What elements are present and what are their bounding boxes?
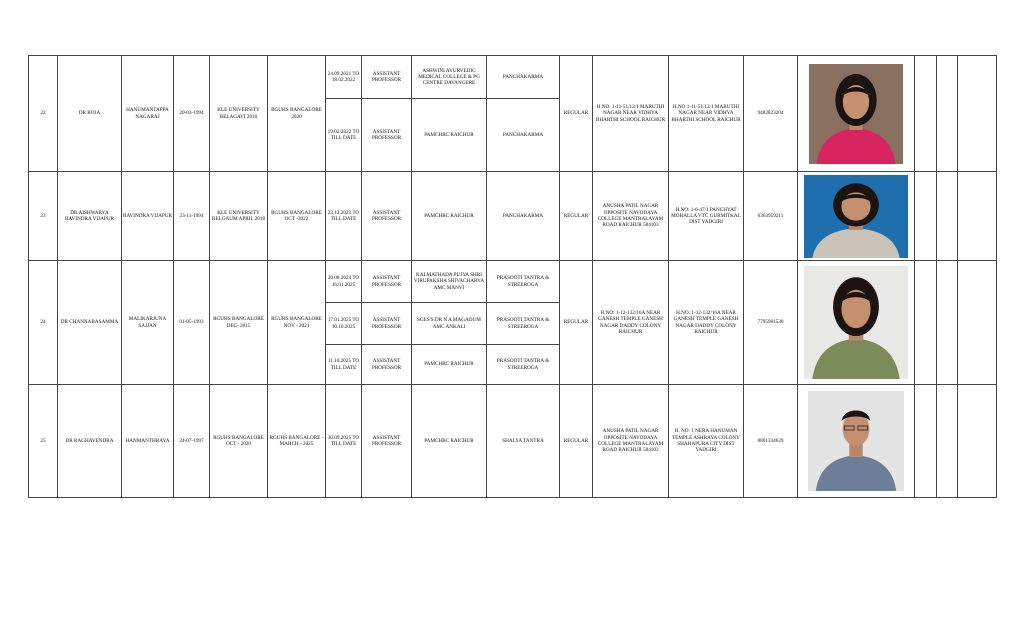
blank-cell-3 (958, 172, 997, 261)
college-name: PAMCHRC RAICHUR (412, 345, 487, 385)
mobile-number: 8861334639 (744, 385, 798, 498)
blank-cell-2 (937, 261, 958, 385)
department: PRASOOTI TANTRA & STREEROGA (487, 345, 560, 385)
father-name: HANMANTHRAYA (122, 385, 174, 498)
experience-period: 20.08.2024 TO 16.01.2025 (326, 261, 362, 303)
experience-period: 30.09.2025 TO TILL DATE (326, 385, 362, 498)
experience-period: 24.09.2021 TO 18.02.2022 (326, 56, 362, 99)
blank-cell-1 (915, 261, 937, 385)
mobile-number: 7795981530 (744, 261, 798, 385)
present-address: ANUSHA PATIL NAGAR OPPOSITE NAVODAYA COLLEGE MANTRALAYAM ROAD RAICHUR 584103 (593, 172, 669, 261)
appointment-type: REGULAR (560, 385, 593, 498)
blank-cell-2 (937, 56, 958, 172)
blank-cell-2 (937, 385, 958, 498)
department: PRASOOTI TANTRA & STREEROGA (487, 261, 560, 303)
mobile-number: 9482823204 (744, 56, 798, 172)
designation: ASSISTANT PROFESSOR (362, 261, 412, 303)
designation: ASSISTANT PROFESSOR (362, 99, 412, 172)
department: PANCHAKARMA (487, 172, 560, 261)
photo-cell (798, 385, 915, 498)
serial-number: 24 (29, 261, 58, 385)
college-name: PAMCHRC RAICHUR (412, 172, 487, 261)
staff-table (28, 55, 997, 498)
pg-qualification: RGUHS BANGALORE - MARCH - 2025 (268, 385, 326, 498)
appointment-type: REGULAR (560, 56, 593, 172)
permanent-address: H.NO: 1-6-47/1 PANCHYAT MOHALLA VTC GURMITKAL DIST YADGIRI (669, 172, 744, 261)
blank-cell-1 (915, 385, 937, 498)
man-photo (808, 391, 904, 491)
experience-period: 11.10.2025 TO TILL DATE (326, 345, 362, 385)
serial-number: 22 (29, 56, 58, 172)
department: PANCHAKARMA (487, 56, 560, 99)
staff-name: DR RAGHAVENDRA (58, 385, 122, 498)
mobile-number: 6363959211 (744, 172, 798, 261)
ug-qualification: KLE UNIVERSITY BELAGAVI 2016 (210, 56, 268, 172)
father-name: HANUMANTAPPA NAGARAJ (122, 56, 174, 172)
experience-period: 17.01.2025 TO 10.10.2025 (326, 303, 362, 345)
blank-cell-3 (958, 56, 997, 172)
staff-name: DR CHANNABASAMMA (58, 261, 122, 385)
designation: ASSISTANT PROFESSOR (362, 385, 412, 498)
appointment-type: REGULAR (560, 172, 593, 261)
serial-number: 23 (29, 172, 58, 261)
woman-photo (809, 64, 903, 164)
woman-photo (804, 175, 908, 258)
table-row (29, 385, 997, 498)
staff-name: DR AISHWARYA RAVINDRA VIJAPUR (58, 172, 122, 261)
permanent-address: H. NO: 1 NERA HANUMAN TEMPLE ASHRAYA COLONY SHAHAPURA CITY DIST YADGIRI (669, 385, 744, 498)
pg-qualification: RGUHS BANGALORE NOV - 2021 (268, 261, 326, 385)
table-row (29, 172, 997, 261)
woman-photo (804, 266, 908, 379)
table-row (29, 56, 997, 99)
photo-cell (798, 56, 915, 172)
serial-number: 25 (29, 385, 58, 498)
college-name: PAMCHRC RAICHUR (412, 385, 487, 498)
permanent-address: H.NO: 1-12-132/16A NEAR GANESH TEMPLE GANESH NAGAR DADDY COLONY RAICHUR (669, 261, 744, 385)
department: PRASOOTI TANTRA & STREEROGA (487, 303, 560, 345)
father-name: RAVINDRA VIJAPUR (122, 172, 174, 261)
ug-qualification: KLE UNIVERSITY BELGAUM APRIL 2018 (210, 172, 268, 261)
appointment-type: REGULAR (560, 261, 593, 385)
date-of-birth: 23-11-1994 (174, 172, 210, 261)
college-name: KALMATHADA PUJYA SHRI VIRUPAKSHA SHIVACHARYA AMC MANVI (412, 261, 487, 303)
pg-qualification: RGUHS BANGALORE 2020 (268, 56, 326, 172)
date-of-birth: 01-05-1993 (174, 261, 210, 385)
present-address: H.NO. 1-11-51/12/1 MARUTHI NAGAR NEAR VIDHYA BHARTHI SCHOOL RAICHUR (593, 56, 669, 172)
college-name: ASHWINI AYURVEDIC MEDICAL COLLEGE & PG CENTRE DAVANGERE (412, 56, 487, 99)
blank-cell-2 (937, 172, 958, 261)
blank-cell-3 (958, 385, 997, 498)
date-of-birth: 24-07-1997 (174, 385, 210, 498)
blank-cell-1 (915, 56, 937, 172)
pg-qualification: RGUHS BANGALORE OCT -2022 (268, 172, 326, 261)
experience-period: 23.12.2023 TO TILL DATE (326, 172, 362, 261)
photo-cell (798, 261, 915, 385)
staff-name: DR ROJA (58, 56, 122, 172)
photo-cell (798, 172, 915, 261)
ug-qualification: RGUHS BANGALORE OCT - 2020 (210, 385, 268, 498)
designation: ASSISTANT PROFESSOR (362, 303, 412, 345)
permanent-address: H.NO 1-11-51/12/1 MARUTHI NAGAR NEAR VIDHYA BHARTHI SCHOOL RAICHUR (669, 56, 744, 172)
college-name: PAMCHRC RAICHUR (412, 99, 487, 172)
blank-cell-3 (958, 261, 997, 385)
department: SHALYA TANTRA (487, 385, 560, 498)
ug-qualification: RGUHS BANGALORE DEC- 2015 (210, 261, 268, 385)
designation: ASSISTANT PROFESSOR (362, 56, 412, 99)
table-row (29, 261, 997, 303)
experience-period: 19/02/2022 TO TILL DATE (326, 99, 362, 172)
present-address: H.NO: 1-12-132/16A NEAR GANESH TEMPLE GANESH NAGAR DADDY COLONY RAICHUR (593, 261, 669, 385)
department: PANCHAKARMA (487, 99, 560, 172)
designation: ASSISTANT PROFESSOR (362, 172, 412, 261)
date-of-birth: 20-03-1994 (174, 56, 210, 172)
father-name: MALIKARJUNA SAJJAN (122, 261, 174, 385)
blank-cell-1 (915, 172, 937, 261)
designation: ASSISTANT PROFESSOR (362, 345, 412, 385)
present-address: ANUSHA PATIL NAGAR OPPOSITE NAVODAYA COLLEGE MANTRALAYAM ROAD RAICHUR 584103 (593, 385, 669, 498)
college-name: SGES'S DR N A MAGADUM AMC ANKALI (412, 303, 487, 345)
